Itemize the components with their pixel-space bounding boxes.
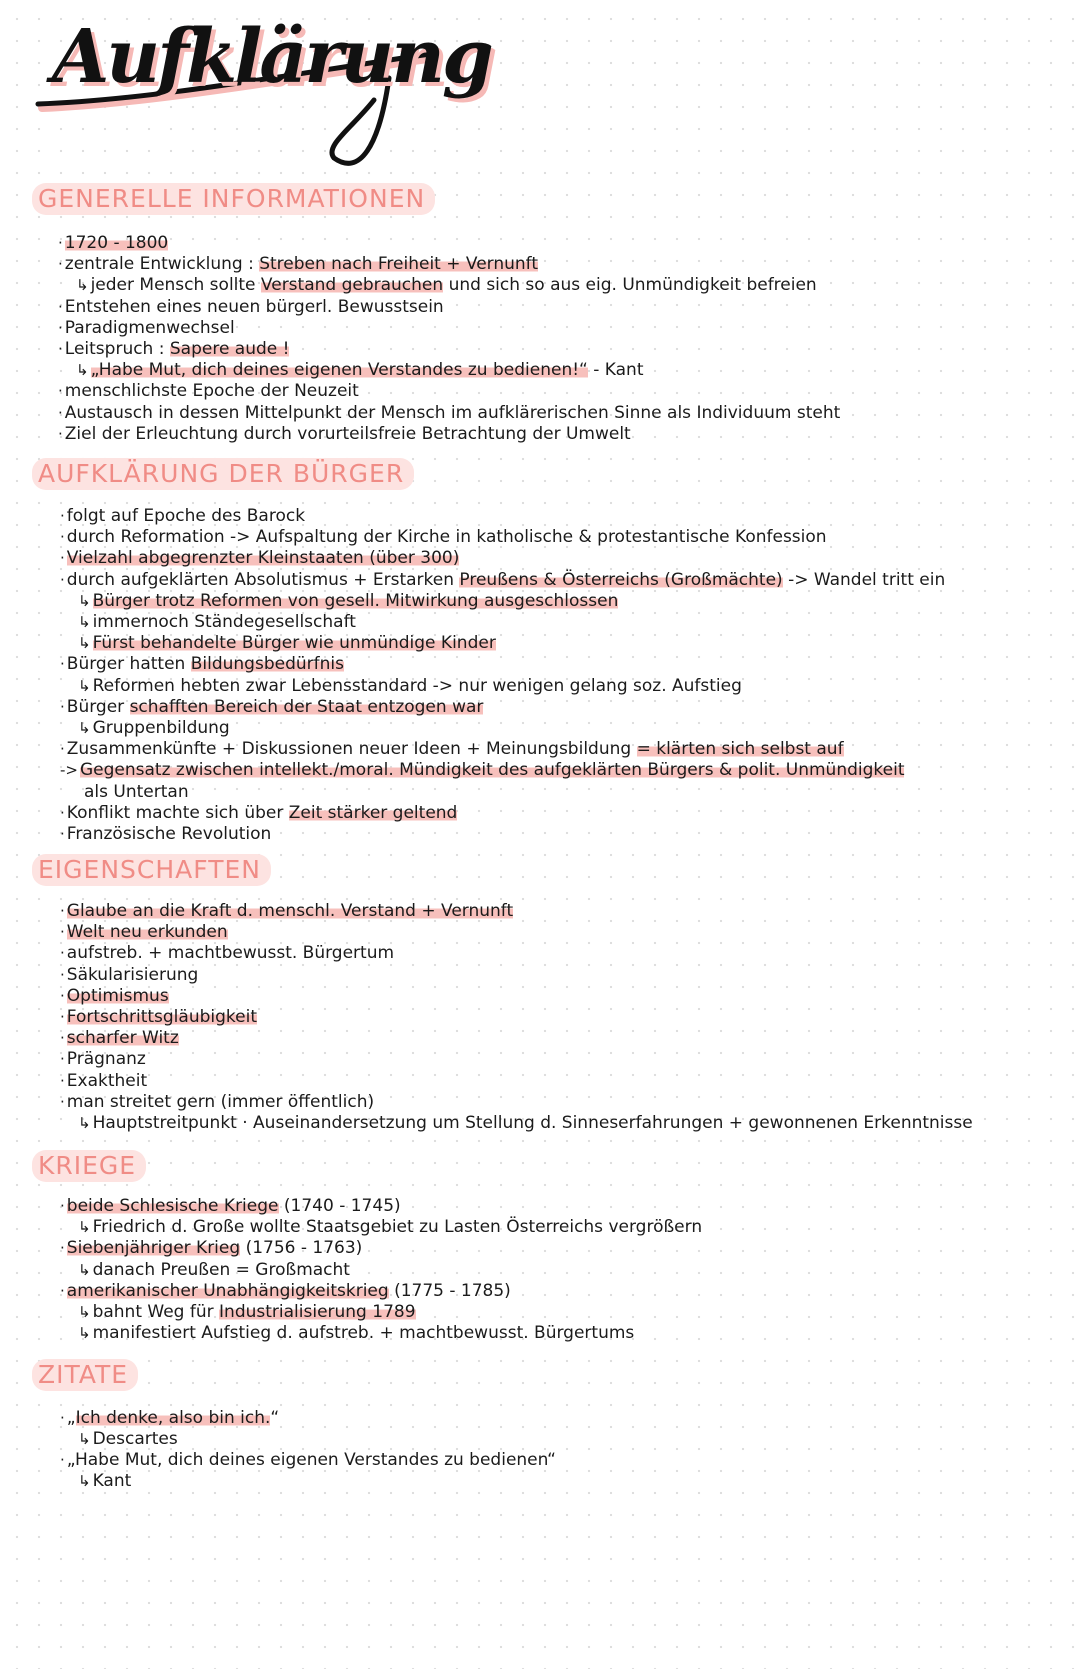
bullet-marker: · — [58, 382, 63, 401]
note-line — [78, 1301, 416, 1323]
bullet-marker: · — [60, 1197, 65, 1215]
note-line — [58, 423, 631, 445]
highlighted-text: Zeit stärker geltend — [288, 802, 458, 823]
highlighted-text: Bürger trotz Reformen von gesell. Mitwirkung ausgeschlossen — [92, 590, 619, 611]
highlighted-text: Vielzahl abgegrenzter Kleinstaaten (über 300) — [66, 548, 460, 569]
bullet-marker: · — [60, 655, 65, 674]
note-line — [58, 296, 444, 318]
note-text: Reformen hebten zwar Lebensstandard -> nur wenigen gelang soz. Aufstieg — [92, 675, 742, 696]
highlighted-text: beide Schlesische Kriege — [66, 1196, 279, 1216]
bullet-marker: · — [60, 1409, 65, 1427]
sub-arrow-icon: ↳ — [78, 1472, 91, 1490]
note-text: Prägnanz — [66, 1049, 146, 1070]
note-text: Paradigmenwechsel — [64, 317, 235, 338]
sub-arrow-icon: ↳ — [76, 276, 89, 295]
highlighted-text: „Habe Mut, dich deines eigenen Verstandes zu bedienen!“ — [90, 360, 588, 381]
bullet-marker: · — [60, 1071, 65, 1090]
bullet-marker: · — [58, 297, 63, 316]
note-line — [60, 1407, 279, 1429]
sub-arrow-icon: ↳ — [78, 613, 91, 631]
note-line — [60, 1027, 179, 1049]
note-line — [60, 1280, 511, 1302]
note-line — [60, 505, 305, 527]
note-text: Friedrich d. Große wollte Staatsgebiet zu Lasten Österreichs vergrößern — [92, 1217, 703, 1238]
highlighted-text: scharfer Witz — [66, 1028, 179, 1049]
bullet-marker: · — [60, 825, 65, 843]
note-line — [60, 823, 271, 845]
note-text-rest: - Kant — [587, 360, 644, 381]
highlighted-text: schafften Bereich der Staat entzogen war — [129, 696, 484, 717]
note-line — [60, 900, 513, 922]
note-text: Kant — [92, 1471, 132, 1491]
highlighted-text: Streben nach Freiheit + Vernunft — [259, 254, 539, 275]
highlighted-text: Preußens & Österreichs (Großmächte) — [459, 569, 783, 590]
bullet-marker: · — [60, 1451, 65, 1469]
note-text: folgt auf Epoche des Barock — [66, 506, 306, 526]
note-text: immernoch Ständegesellschaft — [92, 612, 356, 632]
note-line — [78, 1259, 350, 1281]
note-line — [60, 526, 827, 548]
highlighted-text: Gegensatz zwischen intellekt./moral. Mündigkeit des aufgeklärten Bürgers & polit. Unmündigkeit — [79, 760, 905, 781]
bullet-marker: · — [60, 1008, 65, 1026]
note-line — [60, 653, 344, 675]
note-line — [58, 317, 235, 339]
note-line — [60, 696, 483, 718]
sub-arrow-icon: ↳ — [78, 1114, 91, 1132]
sub-arrow-icon: ↳ — [76, 361, 89, 380]
bullet-marker: · — [60, 1281, 65, 1300]
bullet-marker: · — [60, 1050, 65, 1069]
note-text-rest: -> Wandel tritt ein — [782, 569, 946, 590]
highlighted-text: Fürst behandelte Bürger wie unmündige Kinder — [92, 633, 496, 654]
note-line — [60, 1449, 556, 1471]
note-line — [78, 1470, 131, 1492]
highlighted-text: Glaube an die Kraft d. menschl. Verstand + Vernunft — [66, 901, 514, 921]
highlighted-text: Fortschrittsgläubigkeit — [66, 1007, 257, 1027]
bullet-marker: · — [60, 1239, 65, 1258]
bullet-marker: · — [60, 986, 65, 1005]
note-text: jeder Mensch sollte — [90, 275, 261, 296]
note-text-rest: (1775 - 1785) — [388, 1280, 511, 1301]
bullet-marker: · — [60, 1029, 65, 1048]
note-line — [78, 675, 742, 697]
note-line — [78, 1428, 178, 1450]
bullet-marker: · — [60, 1092, 65, 1111]
note-text: Exaktheit — [66, 1070, 148, 1091]
note-text: Leitspruch : — [64, 339, 170, 359]
sub-arrow-icon: ↳ — [78, 1324, 91, 1343]
note-text-rest: (1740 - 1745) — [278, 1196, 401, 1216]
bullet-marker: · — [60, 803, 65, 822]
note-line — [78, 632, 496, 654]
highlighted-text: Welt neu erkunden — [66, 922, 228, 943]
note-text: Säkularisierung — [66, 964, 199, 985]
bullet-marker: · — [60, 740, 65, 759]
note-line — [60, 1237, 362, 1259]
note-text: „ — [66, 1408, 76, 1428]
note-line — [60, 569, 945, 591]
note-line — [58, 402, 840, 424]
note-text: Hauptstreitpunkt · Auseinandersetzung um Stellung d. Sinneserfahrungen + gewonnenen Erkenntnisse — [92, 1113, 973, 1133]
sub-arrow-icon: ↳ — [78, 634, 91, 653]
note-line — [60, 964, 198, 986]
note-line — [58, 232, 168, 254]
note-text: Zusammenkünfte + Diskussionen neuer Ideen + Meinungsbildung — [66, 739, 637, 760]
bullet-marker: · — [58, 255, 63, 274]
note-line — [60, 985, 169, 1007]
note-text: durch aufgeklärten Absolutismus + Erstarken — [66, 569, 460, 590]
note-text-rest: und sich so aus eig. Unmündigkeit befreien — [443, 275, 817, 296]
note-line — [60, 1195, 401, 1217]
section-heading-kriege: KRIEGE — [32, 1150, 146, 1182]
sub-arrow-icon: ↳ — [78, 1260, 91, 1279]
bullet-marker: · — [60, 944, 65, 963]
page-title: Aufklärung — [52, 14, 491, 100]
note-line — [58, 380, 359, 402]
note-line — [60, 1048, 146, 1070]
note-text: danach Preußen = Großmacht — [92, 1259, 350, 1280]
highlighted-text: 1720 - 1800 — [64, 233, 169, 253]
note-line — [60, 1070, 147, 1092]
highlighted-text: amerikanischer Unabhängigkeitskrieg — [66, 1280, 389, 1301]
sub-arrow-icon: ↳ — [78, 1303, 91, 1321]
note-line — [58, 253, 538, 275]
sub-arrow-icon: ↳ — [78, 676, 91, 695]
note-line — [60, 547, 459, 569]
note-line — [60, 759, 904, 781]
bullet-marker: · — [60, 965, 65, 984]
note-text-rest: “ — [270, 1408, 280, 1428]
note-line — [60, 1091, 374, 1113]
sub-arrow-icon: ↳ — [78, 719, 91, 737]
note-line — [60, 802, 457, 824]
sub-arrow-icon: ↳ — [78, 1218, 91, 1237]
highlighted-text: Ich denke, also bin ich. — [75, 1408, 271, 1428]
note-text: durch Reformation -> Aufspaltung der Kirche in katholische & protestantische Konfession — [66, 527, 827, 548]
note-text: Bürger hatten — [66, 654, 191, 675]
note-text: Französische Revolution — [66, 824, 272, 844]
bullet-marker: · — [60, 528, 65, 547]
bullet-marker: -> — [60, 761, 78, 780]
note-line — [82, 781, 189, 803]
highlighted-text: Bildungsbedürfnis — [190, 654, 344, 675]
note-text: Descartes — [92, 1429, 178, 1449]
note-text: als Untertan — [84, 781, 189, 802]
note-text: zentrale Entwicklung : — [64, 254, 260, 275]
section-heading-generelle: GENERELLE INFORMATIONEN — [32, 183, 435, 215]
note-line — [58, 338, 289, 360]
note-text: manifestiert Aufstieg d. aufstreb. + machtbewusst. Bürgertums — [92, 1323, 635, 1344]
note-line — [60, 942, 394, 964]
note-text: Konflikt machte sich über — [66, 802, 289, 823]
bullet-marker: · — [60, 507, 65, 525]
note-line — [78, 1216, 702, 1238]
sub-arrow-icon: ↳ — [78, 591, 91, 610]
note-text: „Habe Mut, dich deines eigenen Verstandes zu bedienen“ — [66, 1450, 556, 1470]
highlighted-text: Industrialisierung 1789 — [219, 1302, 416, 1322]
note-line — [76, 274, 817, 296]
highlighted-text: Optimismus — [66, 985, 169, 1006]
note-text: bahnt Weg für — [92, 1302, 220, 1322]
note-text: Entstehen eines neuen bürgerl. Bewusstsein — [64, 296, 444, 317]
note-line — [78, 611, 356, 633]
highlighted-text: Siebenjähriger Krieg — [66, 1238, 241, 1259]
highlighted-text: Verstand gebrauchen — [260, 275, 444, 296]
highlighted-text: = klärten sich selbst auf — [636, 739, 844, 760]
note-line — [78, 590, 618, 612]
bullet-marker: · — [58, 403, 63, 422]
highlighted-text: Sapere aude ! — [169, 339, 290, 359]
bullet-marker: · — [60, 923, 65, 942]
note-text-rest: (1756 - 1763) — [240, 1238, 363, 1259]
note-text: Ziel der Erleuchtung durch vorurteilsfreie Betrachtung der Umwelt — [64, 423, 631, 444]
note-text: aufstreb. + machtbewusst. Bürgertum — [66, 943, 395, 964]
note-text: man streitet gern (immer öffentlich) — [66, 1091, 375, 1112]
bullet-marker: · — [58, 318, 63, 337]
bullet-marker: · — [58, 340, 63, 358]
note-text: menschlichste Epoche der Neuzeit — [64, 381, 359, 402]
bullet-marker: · — [60, 549, 65, 568]
title-block — [34, 8, 491, 188]
bullet-marker: · — [60, 902, 65, 920]
note-line — [60, 921, 228, 943]
note-line — [78, 1112, 973, 1134]
bullet-marker: · — [60, 697, 65, 716]
section-heading-eigenschaften: EIGENSCHAFTEN — [32, 854, 271, 886]
note-line — [78, 717, 230, 739]
section-heading-buerger: AUFKLÄRUNG DER BÜRGER — [32, 458, 414, 490]
sub-arrow-icon: ↳ — [78, 1430, 91, 1448]
note-line — [76, 359, 644, 381]
note-line — [60, 738, 844, 760]
note-line — [78, 1322, 634, 1344]
section-heading-zitate: ZITATE — [32, 1359, 138, 1391]
note-text: Gruppenbildung — [92, 718, 230, 738]
bullet-marker: · — [58, 424, 63, 443]
bullet-marker: · — [58, 234, 63, 252]
bullet-marker: · — [60, 570, 65, 589]
note-text: Bürger — [66, 696, 130, 717]
note-text: Austausch in dessen Mittelpunkt der Mensch im aufklärerischen Sinne als Individuum steht — [64, 402, 841, 423]
note-line — [60, 1006, 257, 1028]
